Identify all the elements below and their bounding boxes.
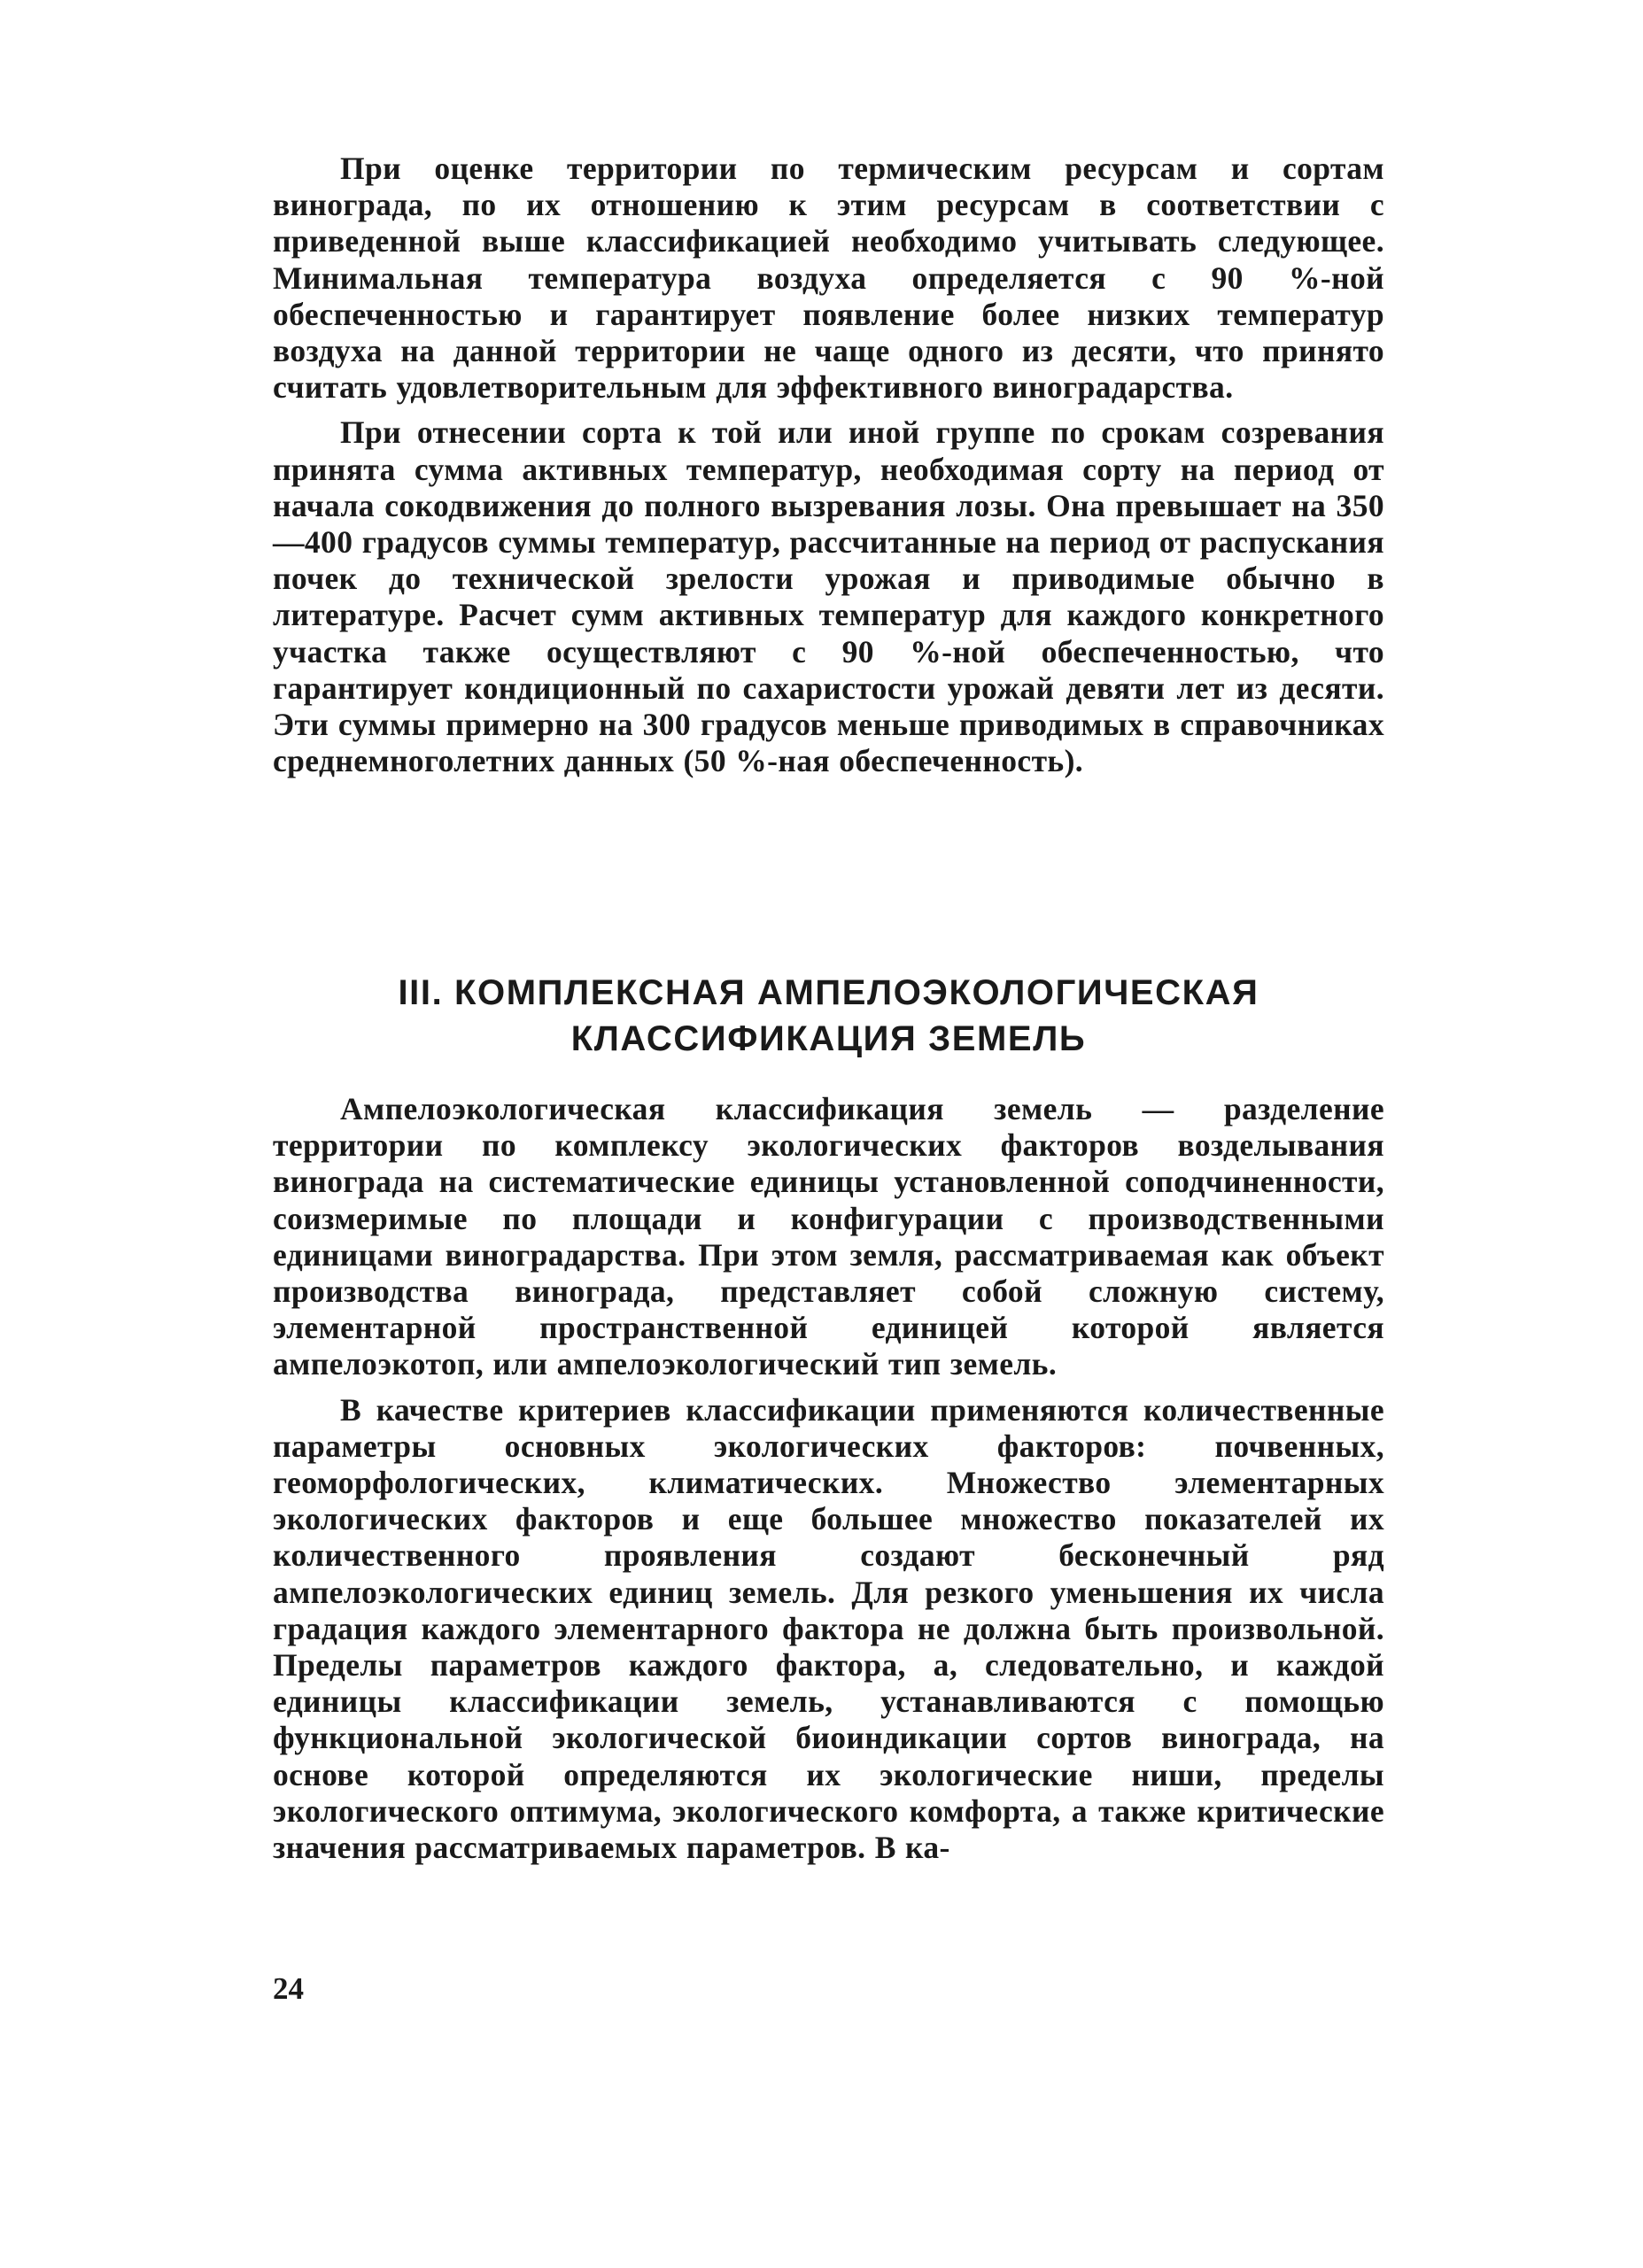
section-land-classification xyxy=(273,1091,1384,1866)
section-thermal-resources xyxy=(273,151,1384,779)
page-number: 24 xyxy=(273,1971,304,2006)
section-heading xyxy=(273,970,1384,1062)
paragraph-classification-criteria: В качестве критериев классификации применяются количественные параметры основных экологических факторов: почвенных, геоморфологических, климатических. Множество элементарных экологических факторов и еще большее множество показателей их количественного проявления создают бесконечный ряд ампелоэкологических единиц земель. Для резкого уменьшения их числа градация каждого элементарного фактора не должна быть произвольной. Пределы параметров каждого фактора, а, следовательно, и каждой единицы классификации земель, устанавливаются с помощью функциональной экологической биоиндикации сортов винограда, на основе которой определяются их экологические ниши, пределы экологического оптимума, экологического комфорта, а также критические значения рассматриваемых параметров. В ка- xyxy=(273,1391,1384,1866)
paragraph-classification-definition: Ампелоэкологическая классификация земель — разделение территории по комплексу экологических факторов возделывания винограда на систематические единицы установленной соподчиненности, соизмеримые по площади и конфигурации с производственными единицами виноградарства. При этом земля, рассматриваемая как объект производства винограда, представляет собой сложную систему, элементарной пространственной единицей которой является ампелоэкотоп, или ампелоэкологический тип земель. xyxy=(273,1091,1384,1382)
paragraph-active-temperatures: При отнесении сорта к той или иной группе по срокам созревания принята сумма активных температур, необходимая сорту на период от начала сокодвижения до полного вызревания лозы. Она превышает на 350—400 градусов суммы температур, рассчитанные на период от распускания почек до технической зрелости урожая и приводимые обычно в литературе. Расчет сумм активных температур для каждого конкретного участка также осуществляют с 90 %-ной обеспеченностью, что гарантирует кондиционный по сахаристости урожай девяти лет из десяти. Эти суммы примерно на 300 градусов меньше приводимых в справочниках среднемноголетних данных (50 %-ная обеспеченность). xyxy=(273,414,1384,779)
heading-line-1: III. КОМПЛЕКСНАЯ АМПЕЛОЭКОЛОГИЧЕСКАЯ xyxy=(398,973,1259,1012)
paragraph-thermal-evaluation: При оценке территории по термическим ресурсам и сортам винограда, по их отношению к этим ресурсам в соответствии с приведенной выше классификацией необходимо учитывать следующее. Минимальная температура воздуха определяется с 90 %-ной обеспеченностью и гарантирует появление более низких температур воздуха на данной территории не чаще одного из десяти, что принято считать удовлетворительным для эффективного виноградарства. xyxy=(273,151,1384,406)
heading-line-2: КЛАССИФИКАЦИЯ ЗЕМЕЛЬ xyxy=(570,1019,1087,1058)
